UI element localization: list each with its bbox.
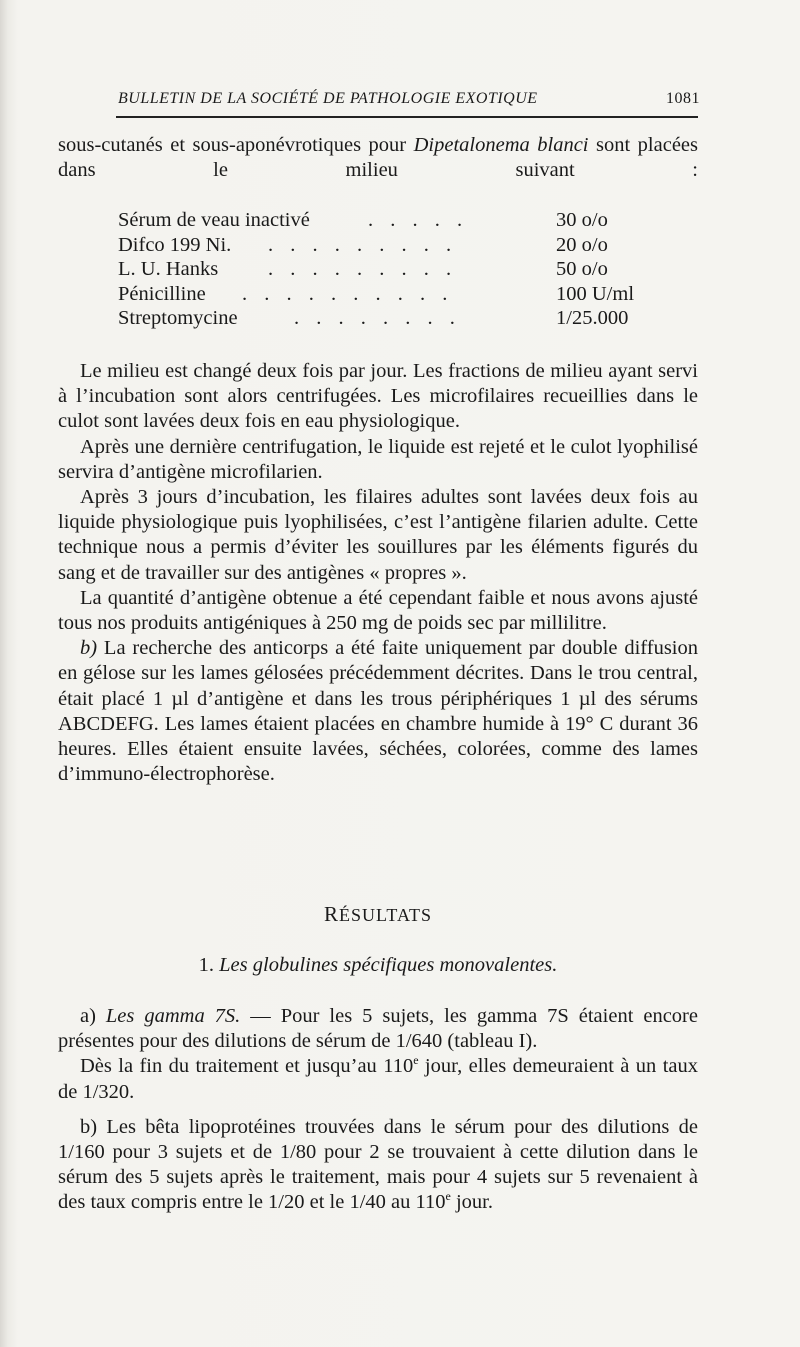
subheading-text: Les globulines spécifiques monovalentes. xyxy=(214,954,558,976)
results-heading xyxy=(58,902,698,927)
result-b xyxy=(58,1115,698,1216)
component-label: Difco 199 Ni. xyxy=(118,233,232,256)
component-label: Streptomycine xyxy=(118,307,238,330)
paragraph-4: La quantité d’antigène obtenue a été cependant faible et nous avons ajusté tous nos produits antigéniques à 250 mg de poids sec par millilitre. xyxy=(58,586,698,635)
result-a xyxy=(58,1004,698,1054)
table-row xyxy=(118,282,678,307)
culture-medium-table xyxy=(118,208,678,331)
table-row xyxy=(118,257,678,282)
leader-dots: . . . . . . . . . . xyxy=(242,282,454,305)
component-value: 20 o/o xyxy=(556,233,608,256)
intro-text-2: sont placées dans le milieu suivant : xyxy=(58,134,698,182)
intro-text-1: sous-cutanés et sous-aponévrotiques pour xyxy=(58,134,414,156)
table-row xyxy=(118,306,678,331)
results-subheading xyxy=(58,954,698,977)
component-label: L. U. Hanks xyxy=(118,258,219,281)
species-name: Dipetalonema blanci xyxy=(413,134,589,156)
result-a-label: a) xyxy=(80,1005,106,1027)
result-a-text: — Pour les 5 sujets, les gamma 7S étaient encore présentes pour des dilutions de sérum de 1/640 (tableau I). xyxy=(58,1005,698,1053)
table-row xyxy=(118,233,678,258)
leader-dots: . . . . . . . . xyxy=(294,307,461,330)
result-a-title: Les gamma 7S. xyxy=(105,1005,241,1027)
component-value: 1/25.000 xyxy=(556,307,629,330)
component-label: Sérum de veau inactivé xyxy=(118,209,310,231)
paragraph-5-label: b) xyxy=(80,637,98,660)
leader-dots: . . . . . . . . . xyxy=(268,258,458,281)
page-number: 1081 xyxy=(666,90,700,107)
result-b-text-2: jour. xyxy=(450,1191,493,1214)
component-label: Pénicilline xyxy=(118,282,206,305)
methods-paragraphs xyxy=(58,359,698,787)
paragraph-1: Le milieu est changé deux fois par jour. Les fractions de milieu ayant servi à l’incubation sont alors centrifugées. Les microfilaires recueillies dans le culot sont lavées deux fois en eau physiologique. xyxy=(58,360,698,433)
paragraph-5 xyxy=(58,636,698,787)
paragraph-2: Après une dernière centrifugation, le liquide est rejeté et le culot lyophilisé servira d’antigène microfilarien. xyxy=(58,435,698,483)
results-paragraphs xyxy=(58,1004,698,1216)
result-b-text-1: b) Les bêta lipoprotéines trouvées dans le sérum pour des dilutions de 1/160 pour 3 sujets et de 1/80 pour 2 se trouvaient à cette dilution dans le sérum des 5 sujets après le traitement, mais pour 4 sujets sur 5 revenaient à des taux compris entre le 1/20 et le 1/40 au 110 xyxy=(58,1115,698,1214)
leader-dots: . . . . . xyxy=(368,209,469,231)
results-heading-initial: R xyxy=(324,902,340,926)
component-value: 100 U/ml xyxy=(556,282,635,305)
header-rule xyxy=(116,116,698,118)
table-row xyxy=(118,208,678,233)
result-a2-text-1: Dès la fin du traitement et jusqu’au 110 xyxy=(80,1055,414,1078)
running-header xyxy=(60,90,700,112)
leader-dots: . . . . . . . . . xyxy=(268,233,458,256)
intro-paragraph xyxy=(58,133,698,183)
subheading-number: 1. xyxy=(198,954,215,976)
result-a-followup xyxy=(58,1054,698,1104)
results-heading-rest: ÉSULTATS xyxy=(339,905,432,925)
superscript: e xyxy=(445,1189,451,1204)
superscript: e xyxy=(413,1053,419,1068)
paragraph-5-text: La recherche des anticorps a été faite uniquement par double diffusion en gélose sur les lames gélosées précédemment décrites. Dans le trou central, était placé 1 µl d’antigène et dans les trous périphériques 1 µl des sérums ABCDEFG. Les lames étaient placées en chambre humide à 19° C durant 36 heures. Elles étaient ensuite lavées, séchées, colorées, comme des lames d’immuno-électrophorèse. xyxy=(58,637,698,786)
component-value: 50 o/o xyxy=(556,258,608,281)
result-a2-text-2: jour, elles demeuraient à un taux de 1/320. xyxy=(58,1055,698,1103)
journal-title: BULLETIN DE LA SOCIÉTÉ DE PATHOLOGIE EXOTIQUE xyxy=(118,90,538,107)
paragraph-3: Après 3 jours d’incubation, les filaires adultes sont lavées deux fois au liquide physiologique puis lyophilisées, c’est l’antigène filarien adulte. Cette technique nous a permis d’éviter les souillures par les éléments figurés du sang et de travailler sur des antigènes « propres ». xyxy=(58,486,698,584)
component-value: 30 o/o xyxy=(556,209,608,231)
